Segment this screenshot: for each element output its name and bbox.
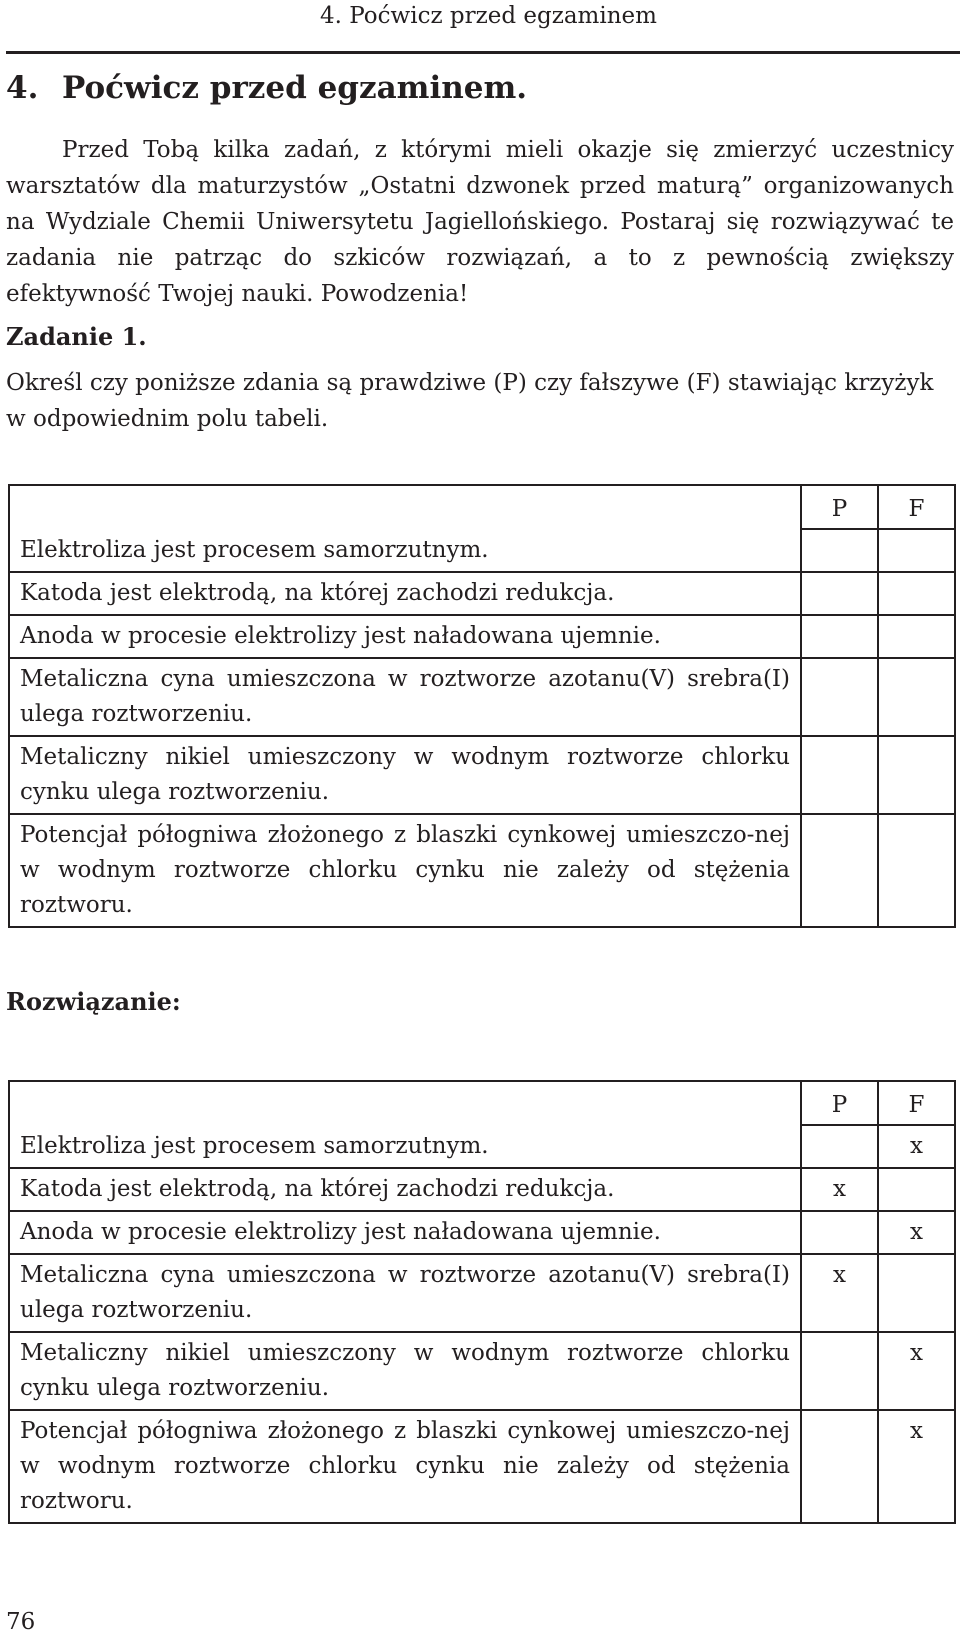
- statement-header-cell: [9, 1081, 801, 1125]
- task-table: [8, 484, 956, 928]
- false-answer-cell[interactable]: [878, 814, 955, 927]
- false-answer-mark: [878, 1254, 955, 1332]
- table-row: [9, 1168, 955, 1211]
- statement-cell: Elektroliza jest procesem samorzutnym.: [9, 529, 801, 572]
- statement-cell: Metaliczna cyna umieszczona w roztworze azotanu(V) srebra(I) ulega roztworzeniu.: [9, 1254, 801, 1332]
- table-header-row: [9, 1081, 955, 1125]
- true-answer-mark: x: [801, 1168, 878, 1211]
- statement-cell: Anoda w procesie elektrolizy jest naładowana ujemnie.: [9, 1211, 801, 1254]
- false-answer-cell[interactable]: [878, 736, 955, 814]
- statement-header-cell: [9, 485, 801, 529]
- table-row: [9, 1410, 955, 1523]
- true-column-header: P: [801, 1081, 878, 1125]
- false-answer-cell[interactable]: [878, 658, 955, 736]
- table-row: [9, 1254, 955, 1332]
- table-row: [9, 572, 955, 615]
- statement-cell: Metaliczny nikiel umieszczony w wodnym roztworze chlorku cynku ulega roztworzeniu.: [9, 1332, 801, 1410]
- table-row: [9, 1125, 955, 1168]
- false-column-header: F: [878, 1081, 955, 1125]
- true-answer-cell[interactable]: [801, 615, 878, 658]
- statement-cell: Elektroliza jest procesem samorzutnym.: [9, 1125, 801, 1168]
- true-answer-cell[interactable]: [801, 814, 878, 927]
- false-answer-mark: x: [878, 1410, 955, 1523]
- section-title: [6, 68, 527, 108]
- header-rule: [6, 51, 960, 54]
- table-row: [9, 529, 955, 572]
- statement-cell: Potencjał półogniwa złożonego z blaszki cynkowej umieszczo-nej w wodnym roztworze chlorku cynku nie zależy od stężenia roztworu.: [9, 814, 801, 927]
- false-answer-mark: x: [878, 1125, 955, 1168]
- false-answer-mark: x: [878, 1332, 955, 1410]
- statement-cell: Metaliczna cyna umieszczona w roztworze azotanu(V) srebra(I) ulega roztworzeniu.: [9, 658, 801, 736]
- intro-paragraph: Przed Tobą kilka zadań, z którymi mieli okazje się zmierzyć uczestnicy warsztatów dla maturzystów „Ostatni dzwonek przed maturą” organizowanych na Wydziale Chemii Uniwersytetu Jagiellońskiego. Postaraj się rozwiązywać te zadania nie patrząc do szkiców rozwiązań, a to z pewnością zwiększy efektywność Twojej nauki. Powodzenia!: [6, 137, 954, 307]
- true-answer-cell[interactable]: [801, 736, 878, 814]
- table-row: [9, 615, 955, 658]
- table-row: [9, 658, 955, 736]
- table-header-row: [9, 485, 955, 529]
- solution-table: [8, 1080, 956, 1524]
- true-answer-mark: [801, 1410, 878, 1523]
- table-row: [9, 1211, 955, 1254]
- statement-cell: Metaliczny nikiel umieszczony w wodnym roztworze chlorku cynku ulega roztworzeniu.: [9, 736, 801, 814]
- true-answer-mark: [801, 1332, 878, 1410]
- true-answer-cell[interactable]: [801, 658, 878, 736]
- table-row: [9, 1332, 955, 1410]
- true-answer-cell[interactable]: [801, 529, 878, 572]
- table-row: [9, 814, 955, 927]
- statement-cell: Katoda jest elektrodą, na której zachodzi redukcja.: [9, 1168, 801, 1211]
- true-answer-mark: [801, 1211, 878, 1254]
- false-answer-cell[interactable]: [878, 615, 955, 658]
- statement-cell: Anoda w procesie elektrolizy jest naładowana ujemnie.: [9, 615, 801, 658]
- section-number: 4.: [6, 70, 39, 106]
- section-title-text: Poćwicz przed egzaminem.: [62, 70, 528, 106]
- page-number: 76: [6, 1609, 36, 1635]
- false-answer-cell[interactable]: [878, 572, 955, 615]
- running-header: 4. Poćwicz przed egzaminem: [320, 3, 657, 29]
- statement-cell: Katoda jest elektrodą, na której zachodzi redukcja.: [9, 572, 801, 615]
- solution-title: Rozwiązanie:: [6, 987, 181, 1016]
- true-answer-mark: x: [801, 1254, 878, 1332]
- true-answer-cell[interactable]: [801, 572, 878, 615]
- false-column-header: F: [878, 485, 955, 529]
- task-title: Zadanie 1.: [6, 322, 147, 351]
- false-answer-mark: x: [878, 1211, 955, 1254]
- statement-cell: Potencjał półogniwa złożonego z blaszki cynkowej umieszczo-nej w wodnym roztworze chlorku cynku nie zależy od stężenia roztworu.: [9, 1410, 801, 1523]
- false-answer-cell[interactable]: [878, 529, 955, 572]
- true-answer-mark: [801, 1125, 878, 1168]
- task-instruction: Określ czy poniższe zdania są prawdziwe (P) czy fałszywe (F) stawiając krzyżyk w odpowiednim polu tabeli.: [6, 370, 934, 432]
- true-column-header: P: [801, 485, 878, 529]
- false-answer-mark: [878, 1168, 955, 1211]
- table-row: [9, 736, 955, 814]
